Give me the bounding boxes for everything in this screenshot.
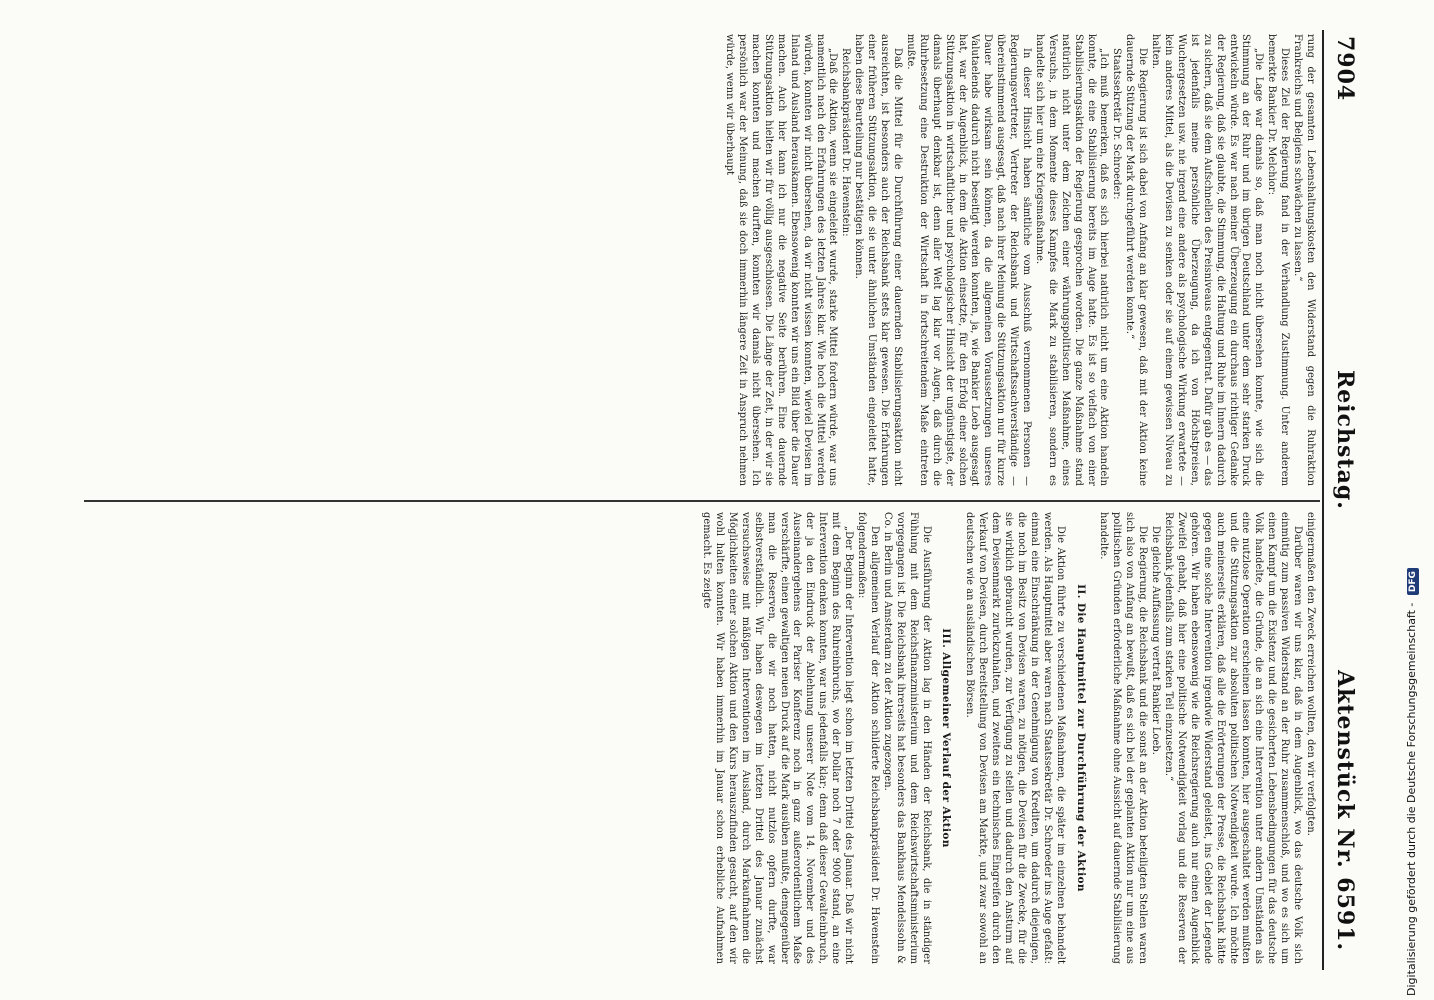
page-header <box>1324 30 1364 970</box>
paragraph: In dieser Hinsicht haben sämtliche vom Ausschuß vernommenen Personen — Regierungsvertreter, Vertreter der Reichsbank und Wirtschaftssachverständige — übereinstimmend ausgesagt, daß nach ihrer Meinung die Stützungsaktion nur für kurze Dauer habe wirksam sein können, da die allgemeinen Voraussetzungen unseres Valutaelends dadurch nicht beseitigt werden konnten, ja, wie Bankier Loeb ausgesagt hat, war der Augenblick, in dem die Aktion einsetzte, für den Erfolg einer solchen Stützungsaktion in wirtschaftlicher und psychologischer Hinsicht der ungünstigste, der damals überhaupt denkbar ist, denn aller Welt lag klar vor Augen, daß durch die Ruhrbesetzung eine Destruktion der Wirtschaft in fortschreitendem Maße eintreten mußte. <box>904 34 1033 486</box>
paragraph: Die gleiche Auffassung vertrat Bankier Loeb. <box>1150 526 1162 756</box>
page-number: 7904 <box>1332 36 1358 102</box>
paragraph: Daß die Mittel für die Durchführung einer dauernden Stabilisierungsaktion nicht ausreichten, ist besonders auch der Reichsbank stets klar gewesen. Die Erfahrungen einer früheren Stützungsaktion, die sie unter ähnlichen Umständen eingeleitet hatte, haben diese Beurteilung nur bestätigen können. <box>853 34 903 486</box>
digitization-credit <box>1405 6 1423 996</box>
column-divider <box>84 500 1320 502</box>
paragraph: Die Ausführung der Aktion lag in den Händen der Reichsbank, die in ständiger Fühlung mit dem Reichsfinanzministerium und dem Reichswirtschaftsministerium vorgegangen ist. Die Reichsbank ihrerseits hat besonders das Bankhaus Mendelssohn & Co. in Berlin und Amsterdam zu der Aktion zugezogen. <box>881 512 932 964</box>
paragraph: Darüber waren wir uns klar, daß in dem Augenblick, wo das deutsche Volk sich einmütig zum passiven Widerstand an der Ruhr zusammenschloß, und wo es sich um einen Kampf um die Existenz und die gesicherten Lebensbedingungen für das deutsche Volk handelte, die Gründe, die an sich eine Intervention unter andern Umständen als eine nutzlose Operation erscheinen lassen konnten, hier ausgeschaltet werden mußten und die Stützungsaktion zur absoluten politischen Notwendigkeit wurde. Ich möchte auch meinerseits erklären, daß alle die Erörterungen der Presse, die Reichsbank hätte gegen eine solche Intervention irgendwie Widerstand geleistet, ins Gebiet der Legende gehören. Wir haben ebensowenig wie die Reichsregierung auch nur einen Augenblick Zweifel gehabt, daß hier eine politische Notwendigkeit vorlag und die Reserven der Reichsbank jedenfalls zum starken Teil einzusetzen.“ <box>1163 512 1304 964</box>
paragraph: einigermaßen den Zweck erreichen wollten, den wir verfolgten. <box>1305 512 1316 836</box>
paragraph: Die Regierung ist sich dabei von Anfang an klar gewesen, daß mit der Aktion keine dauernde Stützung der Mark durchgeführt werden konnte.“ <box>1124 34 1149 486</box>
rotated-page-content <box>82 30 1364 970</box>
right-text-column <box>84 512 1316 964</box>
credit-text: Digitalisierung gefördert durch die Deutsche Forschungsgemeinschaft - <box>1405 602 1418 996</box>
paragraph: Staatssekretär Dr. Schroeder: <box>1111 48 1123 200</box>
paragraph: „Der Beginn der Intervention liegt schon im letzten Drittel des Januar. Daß wir nicht mit dem Beginn des Ruhreinbruchs, wo der Dollar noch 7 oder 9000 stand, an eine Intervention denken konnten, war uns jedenfalls klar; denn daß dieser Gewalteinbruch, der ja den Eindruck der Ablehnung unserer Note vom 14. November und des Auseinandergehens der Pariser Konferenz noch in ganz außerordentlichem Maße verschärfte, einen gewaltigen neuen Druck auf die Mark ausüben mußte, demgegenüber man die Reserven, die wir noch hatten, nicht nutzlos opfern durfte, war selbstverständlich. Wir haben deswegen im letzten Drittel des Januar zunächst versuchsweise mit mäßigen Interventionen im Ausland, durch Markaufnahmen die Möglichkeiten einer solchen Aktion und den Kurs herauszufinden gesucht, auf den wir wohl halten konnten. Wir haben immerhin im Januar schon erhebliche Aufnahmen gemacht. Es zeigte <box>701 512 855 964</box>
section-heading: III. Allgemeiner Verlauf der Aktion <box>940 628 953 848</box>
header-document-number: Aktenstück Nr. 6591. <box>1332 670 1358 952</box>
paragraph: „Die Lage war damals so, daß man noch nicht übersehen konnte, wie sich die Stimmung an der Ruhr und im übrigen Deutschland unter dem sehr starken Druck entwickeln würde. Es war nach meiner Überzeugung ein durchaus richtiger Gedanke der Regierung, daß sie glaubte, die Stimmung, die Haltung und Ruhe im Innern dadurch zu sichern, daß sie dem Aufschnellen des Preisniveaus entgegentrat. Dafür gab es — das ist jedenfalls meine persönliche Überzeugung, da ich von Höchstpreisen, Wuchergesetzen usw. nie irgend eine andere als psychologische Wirkung erwartete — kein anderes Mittel, als die Devisen zu senken oder sie auf einem gewissen Niveau zu halten. <box>1150 34 1265 486</box>
section-heading: II. Die Hauptmittel zur Durchführung der Aktion <box>1074 584 1087 892</box>
paragraph: Den allgemeinen Verlauf der Aktion schilderte Reichsbankpräsident Dr. Havenstein folgendermaßen: <box>856 512 880 964</box>
left-text-column <box>84 34 1316 486</box>
paragraph: Reichsbankpräsident Dr. Havenstein: <box>840 48 852 237</box>
paragraph: Die Regierung, die Reichsbank und die sonst an der Aktion beteiligten Stellen waren sich also von Anfang an bewußt, daß es sich bei der geplanten Aktion nur um eine aus politischen Gründen erforderliche Maßnahme ohne Aussicht auf dauernde Stabilisierung handelte. <box>1098 512 1149 964</box>
header-rule <box>1322 30 1324 970</box>
header-title-reichstag: Reichstag. <box>1332 370 1358 510</box>
paragraph: „Daß die Aktion, wenn sie eingeleitet wurde, starke Mittel fordern würde, war uns namentlich nach den Erfahrungen des letzten Jahres klar. Wie hoch die Mittel werden würden, konnten wir nicht übersehen, da wir nicht wissen konnten, wieviel Devisen im Inland und Ausland herauskamen. Ebensowenig konnten wir uns ein Bild über die Dauer machen. Auch hier kann ich nur die negative Seite berühren. Eine dauernde Stützungsaktion hielten wir für völlig ausgeschlossen. Die Länge der Zeit, in der wir sie machen konnten und machen durften, konnten wir damals nicht übersehen. Ich persönlich war der Meinung, daß sie doch immerhin längere Zeit in Anspruch nehmen würde, wenn wir überhaupt <box>724 34 839 486</box>
paragraph: „Ich muß bemerken, daß es sich hierbei natürlich nicht um eine Aktion handeln konnte, die eine Stabilisierung bereits im Auge hatte. Es ist so vielfach von einer Stabilisierungsaktion der Regierung gesprochen worden. Die ganze Maßnahme stand natürlich nicht unter dem Zeichen einer währungspolitischen Maßnahme, eines Versuchs, in dem Momente dieses Kampfes die Mark zu stabilisieren, sondern es handelte sich hier um eine Kriegsmaßnahme. <box>1033 34 1110 486</box>
paragraph: Die Aktion führte zu verschiedenen Maßnahmen, die später im einzelnen behandelt werden. Als Hauptmittel aber waren nach Staatssekretär Dr. Schroeder ins Auge gefaßt: einmal eine Einschränkung in der Genehmigung von Krediten, um dadurch diejenigen, die noch im Besitz von Devisen waren, zu nötigen, die Devisen für die Zwecke, für die sie wirklich gebraucht wurden, zur Verfügung zu stellen und dadurch den Ansturm auf dem Devisenmarkt zurückzuhalten, und zweitens ein technisches Eingreifen durch den Verkauf von Devisen, durch Bereitstellung von Devisen am Markte, und zwar sowohl an deutschen wie an ausländischen Börsen. <box>964 512 1066 964</box>
dfg-logo: DFG <box>1407 568 1419 595</box>
paragraph: Dieses Ziel der Regierung fand in der Verhandlung Zustimmung. Unter anderem bemerkte Bankier Dr. Melchior: <box>1266 34 1291 486</box>
paragraph: rung der gesamten Lebenshaltungskosten den Widerstand gegen die Ruhraktion Frankreichs und Belgiens schwächen zu lassen.“ <box>1292 34 1316 486</box>
